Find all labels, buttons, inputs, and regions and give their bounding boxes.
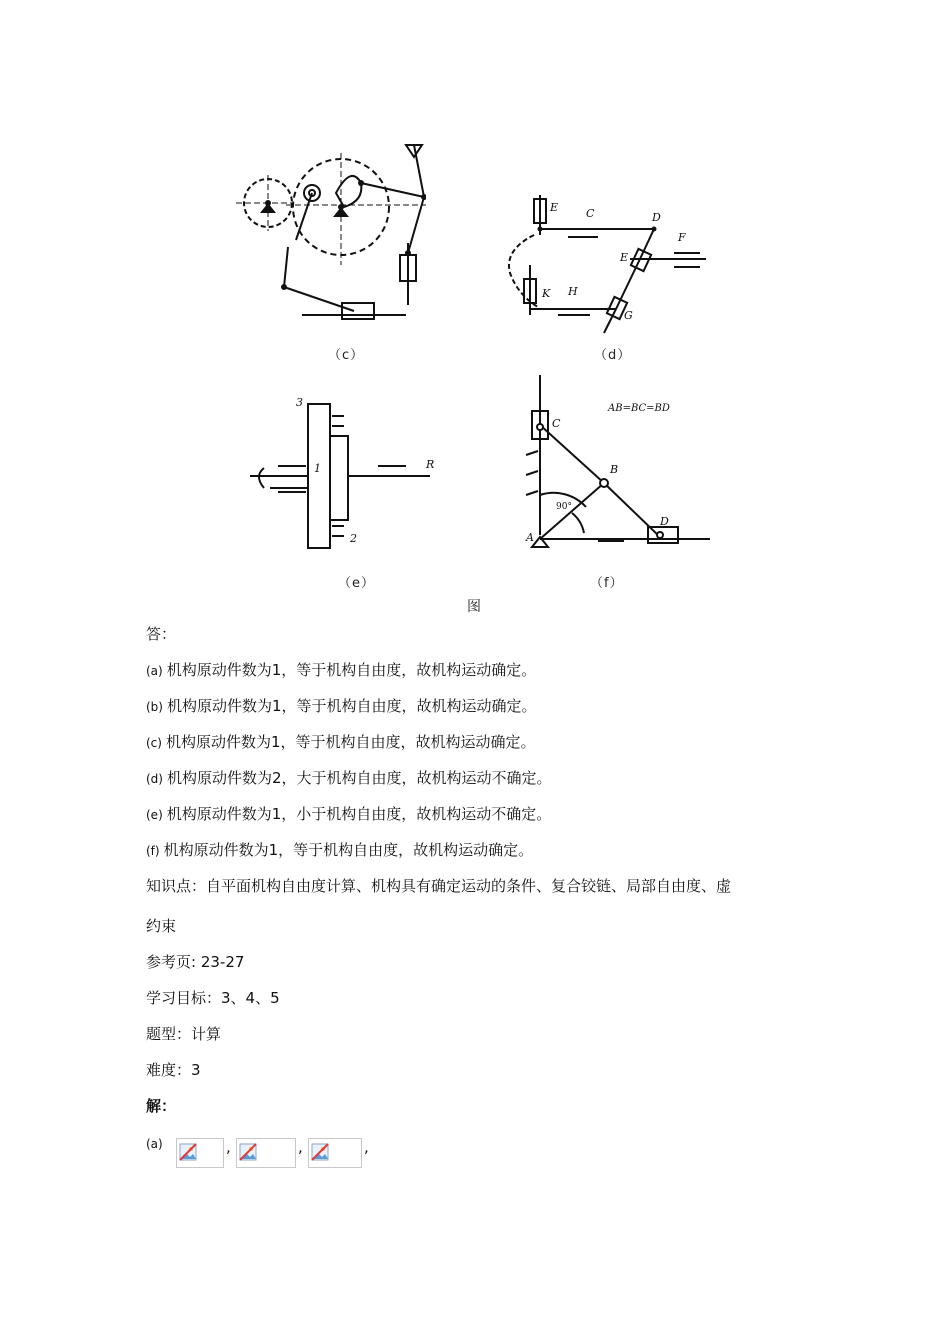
mechanism-f-drawing	[520, 375, 720, 555]
formula-image-2	[236, 1138, 296, 1168]
separator-comma: ,	[298, 1138, 303, 1156]
broken-image-icon	[311, 1143, 329, 1161]
difficulty: 难度：3	[146, 1061, 201, 1079]
label-d-K: K	[542, 287, 551, 300]
mechanism-d-drawing	[494, 195, 716, 335]
answer-e	[146, 804, 551, 825]
answer-tag: (a)	[146, 664, 163, 678]
label-d-C: C	[586, 207, 595, 220]
label-f-equation: AB=BC=BD	[608, 403, 670, 414]
label-d-E: E	[620, 251, 629, 264]
answer-tag: (b)	[146, 700, 163, 714]
label-f-B: B	[610, 463, 619, 476]
answer-tag: (e)	[146, 808, 163, 822]
answer-text: 机构原动件数为1，小于机构自由度，故机构运动不确定。	[166, 805, 552, 823]
answer-text: 机构原动件数为1，等于机构自由度，故机构运动确定。	[165, 733, 536, 751]
figure-e	[250, 396, 440, 556]
figure-c	[236, 135, 426, 330]
label-f-C: C	[552, 417, 561, 430]
figure-f	[520, 375, 720, 555]
answer-text: 机构原动件数为1，等于机构自由度，故机构运动确定。	[163, 841, 534, 859]
label-e-1: 1	[314, 462, 321, 475]
question-type: 题型：计算	[146, 1025, 222, 1043]
solution-heading: 解：	[146, 1097, 177, 1115]
solution-tag: (a)	[146, 1137, 163, 1151]
answer-tag: (f)	[146, 844, 160, 858]
figure-d	[494, 195, 716, 335]
mechanism-e-drawing	[250, 396, 440, 556]
answer-text: 机构原动件数为2，大于机构自由度，故机构运动不确定。	[166, 769, 552, 787]
answer-tag: (c)	[146, 736, 162, 750]
answer-text: 机构原动件数为1，等于机构自由度，故机构运动确定。	[166, 661, 537, 679]
knowledge-points-cont: 约束	[146, 917, 177, 935]
learning-goals: 学习目标：3、4、5	[146, 989, 280, 1007]
knowledge-points: 知识点：自平面机构自由度计算、机构具有确定运动的条件、复合铰链、局部自由度、虚	[146, 877, 732, 895]
formula-image-3	[308, 1138, 362, 1168]
answer-d	[146, 768, 552, 789]
figure-c-caption: （c）	[328, 348, 365, 363]
label-f-angle: 90°	[556, 502, 572, 512]
figure-f-caption: （f）	[590, 576, 624, 591]
answer-text: 机构原动件数为1，等于机构自由度，故机构运动确定。	[166, 697, 537, 715]
label-f-A: A	[526, 531, 534, 544]
figure-d-caption: （d）	[594, 348, 632, 363]
answer-f	[146, 840, 533, 861]
label-e-R: R	[426, 458, 435, 471]
label-d-F: F	[678, 231, 686, 244]
formula-image-1	[176, 1138, 224, 1168]
label-e-3: 3	[296, 396, 303, 409]
label-d-B: E	[550, 201, 559, 214]
separator-comma: ,	[226, 1138, 231, 1156]
broken-image-icon	[179, 1143, 197, 1161]
answer-c	[146, 732, 536, 753]
figure-e-caption: （e）	[338, 576, 375, 591]
answer-heading: 答：	[146, 625, 177, 643]
reference-pages: 参考页: 23-27	[146, 953, 245, 971]
answer-a	[146, 660, 536, 681]
figure-title: 图	[467, 599, 482, 615]
answer-tag: (d)	[146, 772, 163, 786]
mechanism-c-drawing	[236, 135, 426, 330]
answer-b	[146, 696, 537, 717]
label-e-2: 2	[350, 532, 357, 545]
label-f-D: D	[660, 515, 669, 528]
label-d-D: D	[652, 211, 661, 224]
label-d-H: H	[568, 285, 578, 298]
broken-image-icon	[239, 1143, 257, 1161]
separator-comma: ,	[364, 1138, 369, 1156]
label-d-G: G	[624, 309, 633, 322]
